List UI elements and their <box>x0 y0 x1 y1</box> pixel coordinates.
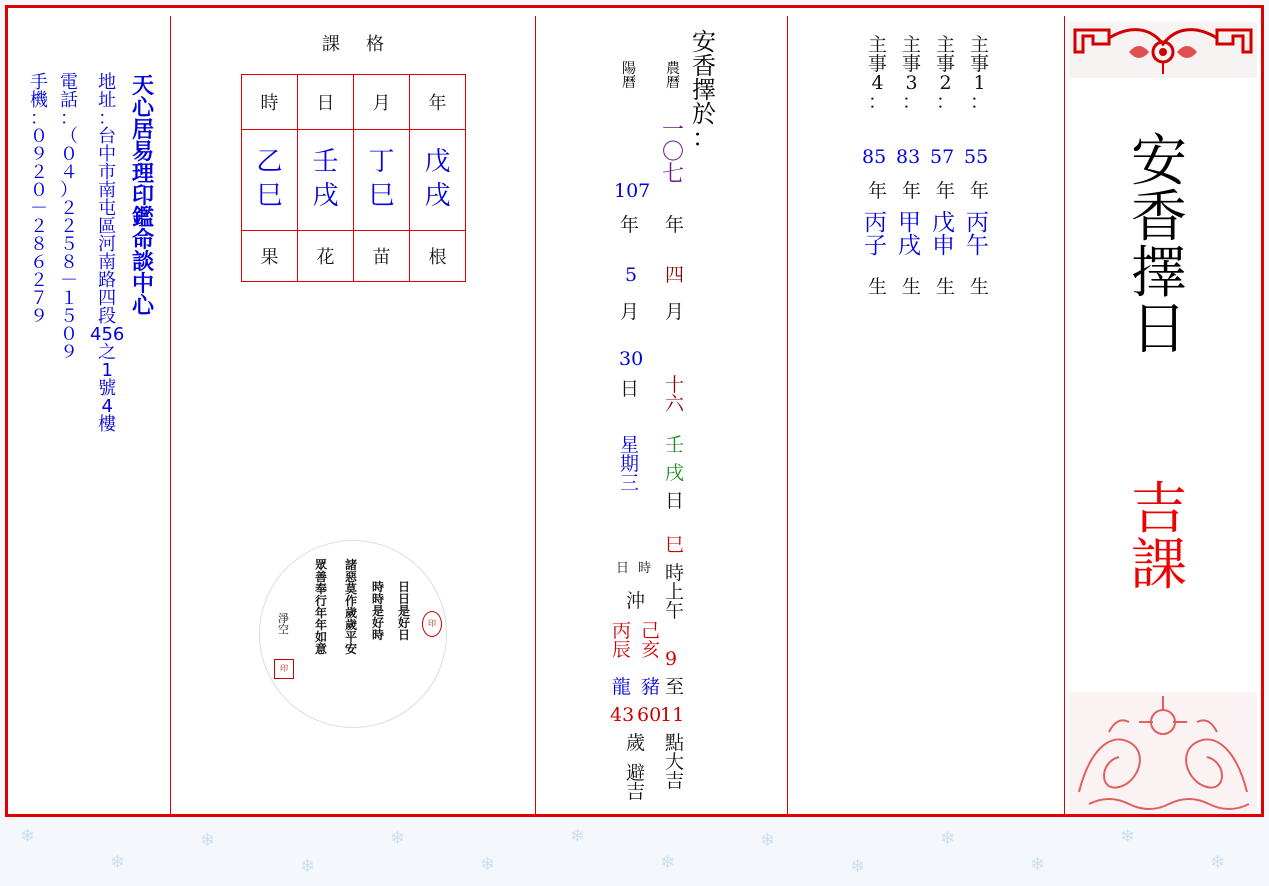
hour-clash-ganzhi <box>641 622 660 660</box>
glyph: 時 <box>372 592 385 606</box>
glyph: 天 <box>132 74 155 99</box>
owner-unit <box>936 182 955 201</box>
glyph: 生 <box>902 276 922 298</box>
glyph: 安 <box>1131 129 1187 194</box>
glyph: 4 <box>101 396 113 417</box>
glyph: 生 <box>970 276 990 298</box>
owner-year: 57 <box>930 146 955 168</box>
glyph: 主 <box>936 34 956 56</box>
glyph: ０ <box>60 144 78 165</box>
glyph: 號 <box>98 378 117 399</box>
glyph: 壬 <box>665 434 685 456</box>
glyph: 日 <box>398 628 411 642</box>
glyph: 中 <box>98 144 117 165</box>
glyph: 電 <box>60 72 78 93</box>
glyph: 擇 <box>692 76 716 104</box>
glyph: ９ <box>30 306 48 327</box>
glyph: 中 <box>132 272 155 297</box>
glyph: ： <box>936 91 956 113</box>
glyph: ５ <box>60 306 78 327</box>
signature-stamp: 印 <box>274 659 294 679</box>
glyph: ： <box>98 108 117 129</box>
glyph: 日 <box>398 580 411 594</box>
glyph: 是 <box>372 604 385 618</box>
solar-day: 30 <box>619 348 644 370</box>
glyph: 如 <box>315 630 328 644</box>
pillar-day: 壬 戌 <box>298 130 354 231</box>
glyph: 主 <box>902 34 922 56</box>
weekday <box>620 436 639 493</box>
glyph: 好 <box>372 616 385 630</box>
glyph: 亥 <box>641 639 661 661</box>
glyph: ２ <box>30 162 48 183</box>
glyph: 日 <box>1131 297 1187 362</box>
owner-unit <box>902 182 921 201</box>
hour-from: 9 <box>665 648 678 670</box>
hour-suffix <box>665 734 684 791</box>
glyph: 區 <box>98 216 117 237</box>
day-ganzhi-stem <box>665 436 684 455</box>
glyph: 主 <box>970 34 990 56</box>
glyph: （ <box>60 126 78 147</box>
glyph: 3 <box>905 72 918 94</box>
glyph: 丙 <box>612 620 632 642</box>
glyph: 生 <box>936 276 956 298</box>
verse-column-1 <box>398 581 410 641</box>
glyph: 點 <box>665 732 685 754</box>
hour-clash-age: 60 <box>637 704 662 726</box>
owner-unit <box>970 182 989 201</box>
glyph: 戌 <box>665 462 685 484</box>
glyph: 行 <box>315 594 328 608</box>
owner-ganzhi <box>864 212 887 258</box>
verse-column-4 <box>315 559 327 655</box>
hour-text <box>665 564 684 621</box>
glyph: 四 <box>98 288 117 309</box>
glyph: 機 <box>30 90 48 111</box>
glyph: 手 <box>30 72 48 93</box>
glyph: 1 <box>973 72 986 94</box>
glyph: 河 <box>98 234 117 255</box>
header-year: 年 <box>410 75 466 130</box>
glyph: ２ <box>60 198 78 219</box>
glyph: 三 <box>620 472 640 494</box>
glyph: 上 <box>665 581 685 603</box>
lunar-label <box>666 62 680 90</box>
glyph: 段 <box>98 306 117 327</box>
glyph: 事 <box>970 53 990 75</box>
lunar-day-unit <box>665 492 684 511</box>
glyph: 日 <box>398 592 411 606</box>
glyph: 時 <box>372 628 385 642</box>
owner-year: 55 <box>964 146 989 168</box>
solar-year: 107 <box>614 180 651 202</box>
glyph: 空 <box>278 623 289 636</box>
glyph: 台 <box>98 126 117 147</box>
glyph: 星 <box>620 434 640 456</box>
glyph: 印 <box>132 184 155 209</box>
lunar-month-unit <box>665 303 684 322</box>
glyph: ４ <box>60 162 78 183</box>
header-hour: 時 <box>242 75 298 130</box>
owner-label <box>902 36 921 112</box>
glyph: ０ <box>30 126 48 147</box>
glyph: 香 <box>1131 185 1187 250</box>
hour-to-word <box>665 678 684 697</box>
glyph: 善 <box>315 570 328 584</box>
glyph: 避 <box>626 762 646 784</box>
glyph: 戌 <box>898 233 921 259</box>
pillar-year: 戊 戌 <box>410 130 466 231</box>
glyph: 陽 <box>622 61 636 77</box>
glyph: 樓 <box>98 414 117 435</box>
glyph: 丙 <box>864 210 887 236</box>
solar-year-unit <box>620 216 639 235</box>
glyph: 曆 <box>622 75 636 91</box>
glyph: 歲 <box>345 606 358 620</box>
owner-ganzhi <box>932 212 955 258</box>
ke-ge-table <box>241 74 466 282</box>
glyph: 南 <box>98 180 117 201</box>
hour-clash-animal <box>641 678 660 697</box>
glyph: 龍 <box>612 676 632 698</box>
glyph: 事 <box>868 53 888 75</box>
top-ornament <box>1069 22 1257 78</box>
footer-root: 根 <box>410 231 466 282</box>
age-unit <box>626 734 645 753</box>
glyph: 歲 <box>345 618 358 632</box>
owners-panel <box>788 16 1065 814</box>
glyph: 淨 <box>278 612 289 625</box>
lunar-month <box>665 266 684 285</box>
lunar-day <box>665 376 684 414</box>
glyph: 午 <box>665 600 685 622</box>
glyph: 奉 <box>315 582 328 596</box>
glyph: ） <box>60 180 78 201</box>
glyph: 月 <box>665 301 685 323</box>
dragon-ornament <box>1069 692 1257 814</box>
glyph: 主 <box>868 34 888 56</box>
glyph: 七 <box>662 162 685 187</box>
glyph: 1 <box>101 360 113 381</box>
glyph: 辰 <box>612 639 632 661</box>
owner-label <box>868 36 887 112</box>
pillar-month: 丁 巳 <box>354 130 410 231</box>
day-clash-animal <box>612 678 631 697</box>
glyph: 心 <box>132 96 155 121</box>
glyph: 地 <box>98 72 117 93</box>
signature-text <box>278 613 289 635</box>
glyph: 吉 <box>1131 477 1187 542</box>
glyph: 農 <box>666 61 680 77</box>
glyph: 屯 <box>98 198 117 219</box>
glyph: ２ <box>60 216 78 237</box>
glyph: － <box>30 198 48 219</box>
glyph: 南 <box>98 252 117 273</box>
glyph: 是 <box>398 604 411 618</box>
footer-fruit: 果 <box>242 231 298 282</box>
glyph: 作 <box>345 594 358 608</box>
glyph: 話 <box>60 90 78 111</box>
glyph: 年 <box>665 214 685 236</box>
header-month: 月 <box>354 75 410 130</box>
glyph: 莫 <box>345 582 358 596</box>
glyph: １ <box>60 288 78 309</box>
glyph: 易 <box>132 140 155 165</box>
owner-ganzhi <box>966 212 989 258</box>
mobile-text <box>30 74 48 326</box>
glyph: ８ <box>60 252 78 273</box>
glyph: 談 <box>132 250 155 275</box>
glyph: 4 <box>871 72 884 94</box>
glyph: 居 <box>132 118 155 143</box>
verse-column-3 <box>345 559 357 655</box>
corner-stamp: 印 <box>422 611 442 637</box>
glyph: 月 <box>620 301 640 323</box>
selection-title <box>692 30 716 150</box>
glyph: 生 <box>868 276 888 298</box>
glyph: 戊 <box>932 210 955 236</box>
clash-label-day <box>616 562 629 575</box>
glyph: 2 <box>939 72 952 94</box>
lunar-year-unit <box>665 216 684 235</box>
glyph: ２ <box>30 216 48 237</box>
glyph: 意 <box>315 642 328 656</box>
contact-panel <box>8 16 171 814</box>
owner-suffix <box>868 278 887 297</box>
glyph: 吉 <box>665 770 685 792</box>
glyph: 年 <box>315 606 328 620</box>
solar-month-unit <box>620 303 639 322</box>
clash-label-hour <box>638 562 651 575</box>
ke-ge-panel <box>171 16 536 814</box>
glyph: ： <box>692 124 716 152</box>
glyph: 時 <box>372 580 385 594</box>
glyph: 鑑 <box>132 206 155 231</box>
lunar-year <box>662 120 684 186</box>
glyph: ： <box>902 91 922 113</box>
glyph: 安 <box>345 642 358 656</box>
header-day: 日 <box>298 75 354 130</box>
glyph: ： <box>970 91 990 113</box>
cover-title-black <box>1131 129 1187 362</box>
phone-text <box>60 74 78 362</box>
glyph: ８ <box>30 234 48 255</box>
glyph: 日 <box>665 490 685 512</box>
date-selection-panel <box>536 16 788 814</box>
glyph: 申 <box>932 233 955 259</box>
day-ganzhi-branch <box>665 464 684 483</box>
center-name <box>132 76 154 318</box>
glyph: ： <box>30 108 48 129</box>
glyph: 眾 <box>315 558 328 572</box>
glyph: ： <box>868 91 888 113</box>
glyph: 事 <box>902 53 922 75</box>
glyph: 擇 <box>1131 241 1187 306</box>
glyph: ０ <box>30 180 48 201</box>
glyph: 六 <box>665 393 685 415</box>
calligraphy-seal <box>259 540 447 728</box>
glyph: ９ <box>30 144 48 165</box>
owner-ganzhi <box>898 212 921 258</box>
glyph: 年 <box>868 180 888 202</box>
owner-unit <box>868 182 887 201</box>
cover-title-red <box>1131 477 1187 598</box>
glyph: 四 <box>665 264 685 286</box>
owner-label <box>936 36 955 112</box>
glyph: ０ <box>60 324 78 345</box>
glyph: 年 <box>902 180 922 202</box>
glyph: 香 <box>692 52 716 80</box>
glyph: 課 <box>1131 533 1187 598</box>
glyph: 心 <box>132 294 155 319</box>
glyph: 時 <box>665 562 685 584</box>
owner-year: 83 <box>896 146 921 168</box>
address-text <box>90 74 124 434</box>
glyph: 巳 <box>665 534 685 556</box>
glyph: 好 <box>398 616 411 630</box>
owner-label <box>970 36 989 112</box>
glyph: 日 <box>616 561 630 576</box>
glyph: 理 <box>132 162 155 187</box>
glyph: 〇 <box>662 140 685 165</box>
footer-sprout: 苗 <box>354 231 410 282</box>
glyph: 豬 <box>641 676 661 698</box>
ke-ge-title: 課格 <box>322 34 410 55</box>
glyph: 安 <box>692 28 716 56</box>
owner-suffix <box>936 278 955 297</box>
solar-label <box>622 62 636 90</box>
glyph: 年 <box>970 180 990 202</box>
glyph: 沖 <box>626 590 646 612</box>
glyph: ７ <box>30 288 48 309</box>
day-clash-ganzhi <box>612 622 631 660</box>
glyph: ２ <box>30 270 48 291</box>
day-clash-age: 43 <box>610 704 635 726</box>
glyph: 歲 <box>626 732 646 754</box>
cover-panel <box>1065 16 1261 814</box>
glyph: 事 <box>936 53 956 75</box>
hour-branch <box>665 536 684 555</box>
glyph: 命 <box>132 228 155 253</box>
glyph: － <box>60 270 78 291</box>
owner-year: 85 <box>862 146 887 168</box>
pillar-hour: 乙 巳 <box>242 130 298 231</box>
verse-column-2 <box>372 581 384 641</box>
glyph: 惡 <box>345 570 358 584</box>
owner-suffix <box>902 278 921 297</box>
glyph: 路 <box>98 270 117 291</box>
avoid-text <box>626 764 645 802</box>
glyph: 甲 <box>898 210 921 236</box>
glyph: 諸 <box>345 558 358 572</box>
clash-word <box>626 592 645 611</box>
owner-suffix <box>970 278 989 297</box>
glyph: ６ <box>30 252 48 273</box>
hour-to: 11 <box>660 704 685 726</box>
glyph: 平 <box>345 630 358 644</box>
glyph: 丙 <box>966 210 989 236</box>
footer-flower: 花 <box>298 231 354 282</box>
glyph: ５ <box>60 234 78 255</box>
glyph: 456 <box>90 324 125 345</box>
solar-day-unit <box>620 380 639 399</box>
glyph: 年 <box>936 180 956 202</box>
glyph: 年 <box>315 618 328 632</box>
glyph: 年 <box>620 214 640 236</box>
glyph: 日 <box>620 378 640 400</box>
trifold-document <box>5 5 1264 817</box>
glyph: 時 <box>638 561 652 576</box>
glyph: ９ <box>60 342 78 363</box>
glyph: 己 <box>641 620 661 642</box>
glyph: 子 <box>864 233 887 259</box>
glyph: 曆 <box>666 75 680 91</box>
glyph: 十 <box>665 374 685 396</box>
solar-month: 5 <box>625 264 638 286</box>
glyph: 午 <box>966 233 989 259</box>
glyph: 期 <box>620 453 640 475</box>
glyph: 大 <box>665 751 685 773</box>
glyph: 一 <box>662 118 685 143</box>
glyph: 吉 <box>626 781 646 803</box>
glyph: ： <box>60 108 78 129</box>
glyph: 於 <box>692 100 716 128</box>
glyph: 市 <box>98 162 117 183</box>
glyph: 址 <box>98 90 117 111</box>
glyph: 至 <box>665 676 685 698</box>
glyph: 之 <box>98 342 117 363</box>
